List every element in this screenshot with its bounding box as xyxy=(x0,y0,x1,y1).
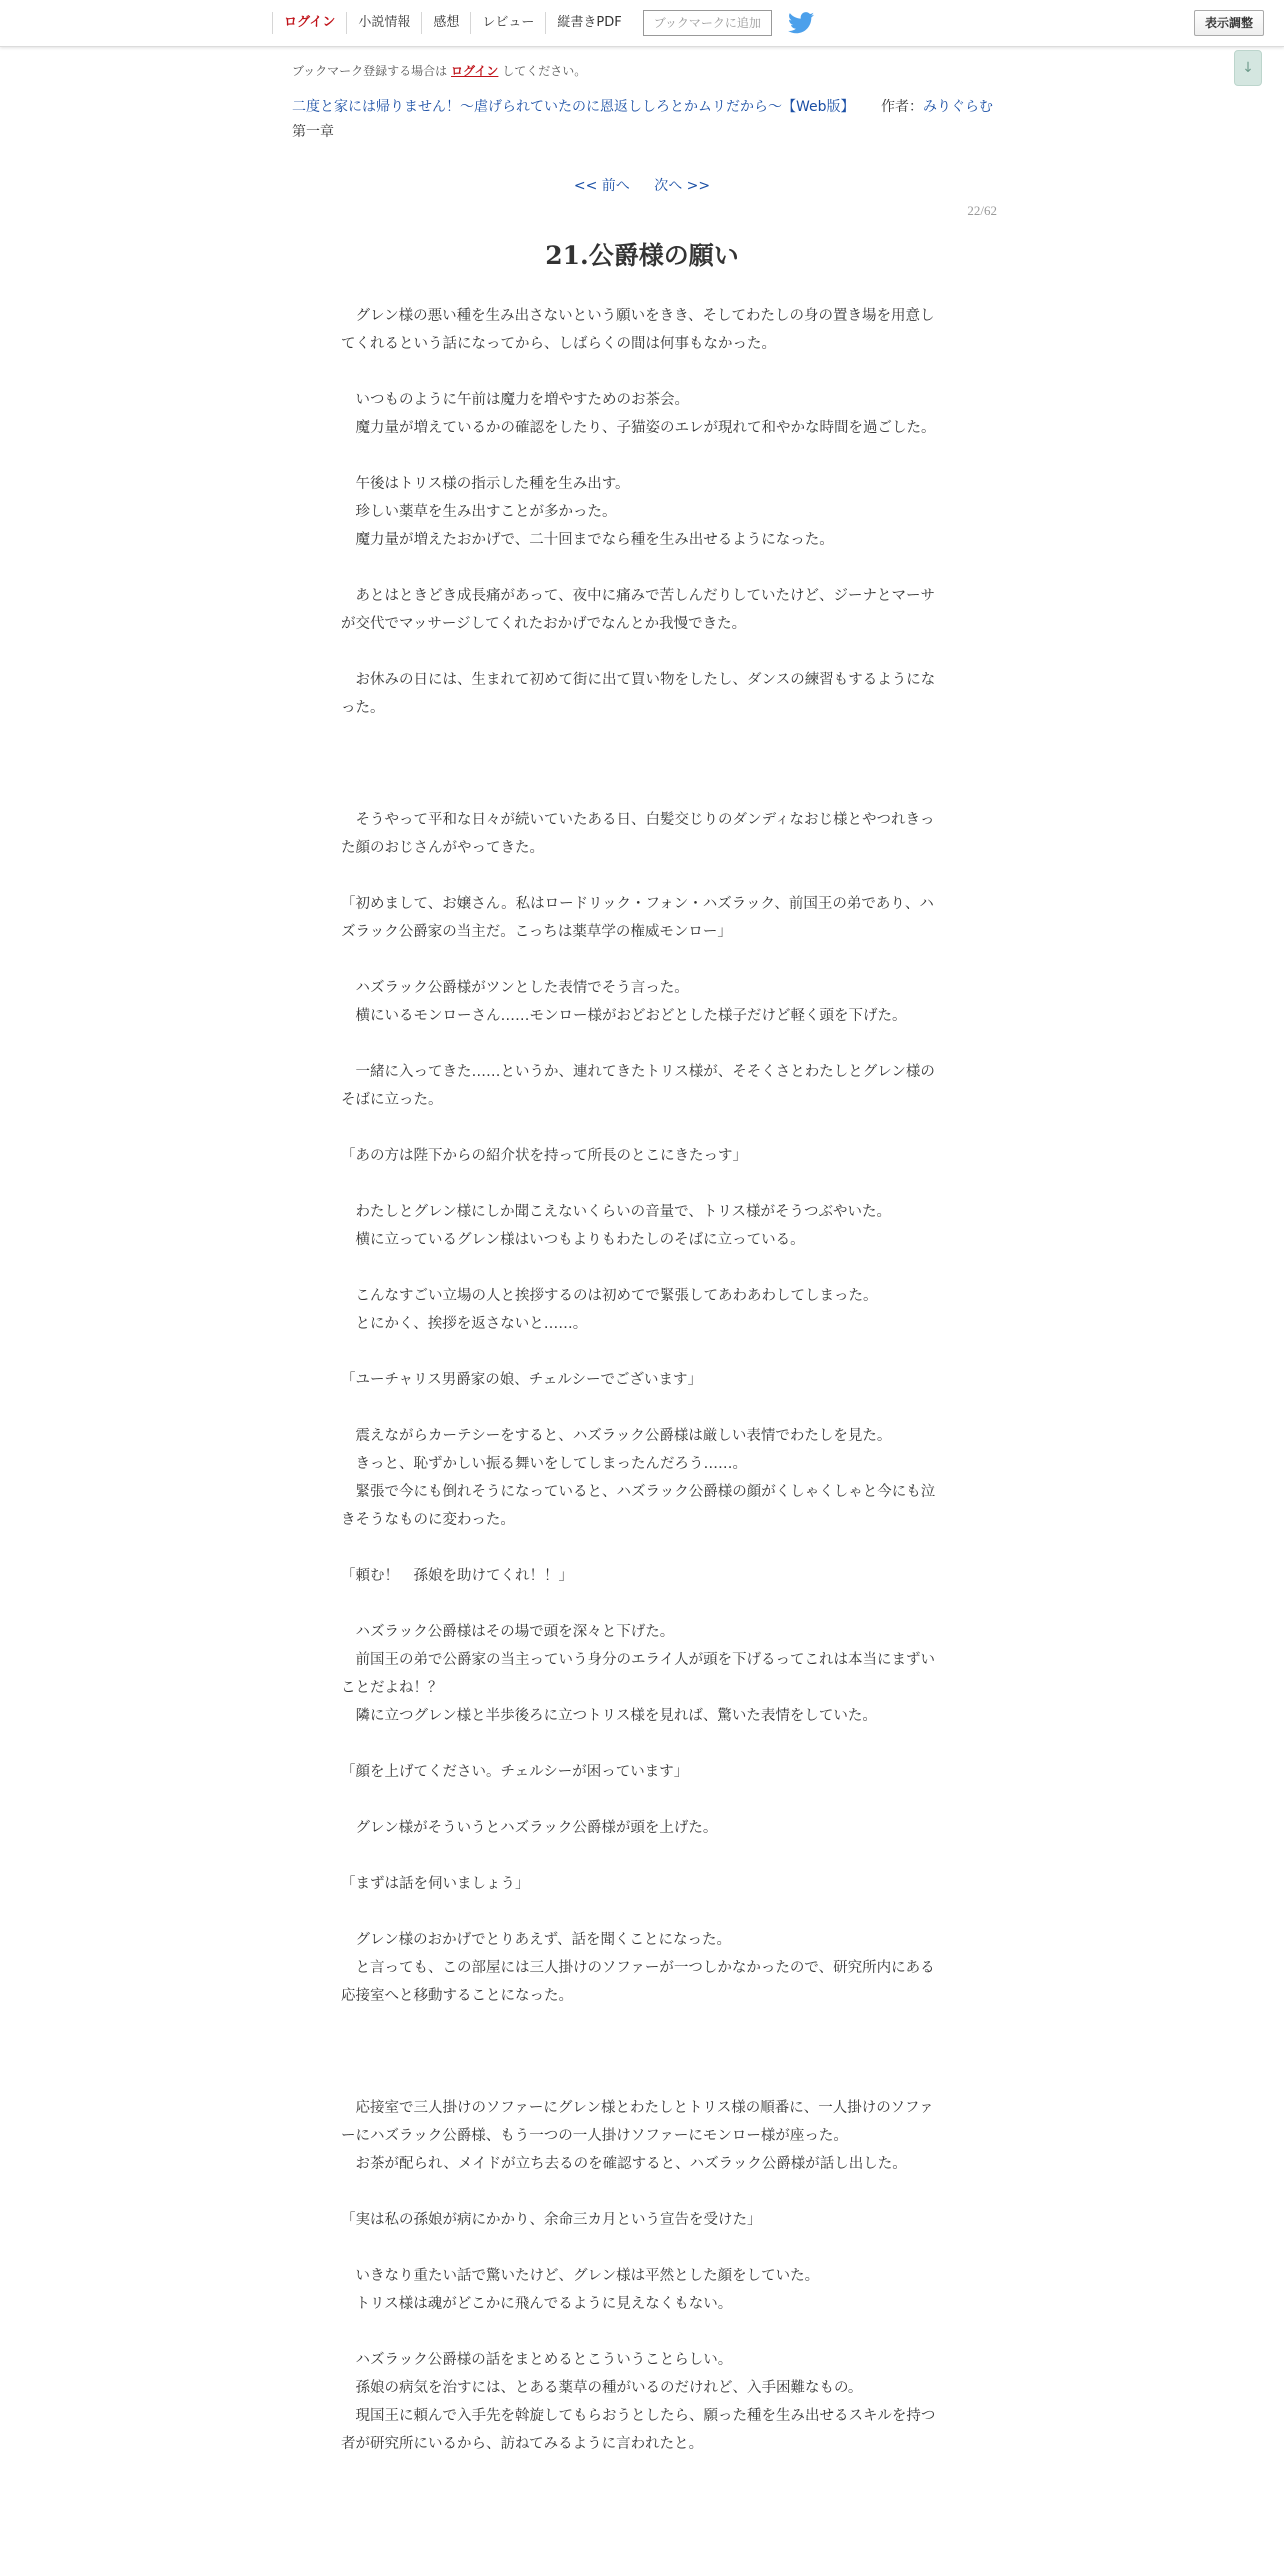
body-paragraph: ハズラック公爵様がツンとした表情でそう言った。 xyxy=(341,980,689,996)
episode-page-number: 22/62 xyxy=(967,203,997,218)
novel-title-link[interactable]: 二度と家には帰りません！～虐げられていたのに恩返ししろとかムリだから～【Web版】 xyxy=(292,99,855,115)
blank-line xyxy=(341,2234,941,2262)
blank-line xyxy=(341,1170,941,1198)
blank-line xyxy=(341,722,941,750)
body-paragraph: 現国王に頼んで入手先を斡旋してもらおうとしたら、願った種を生み出せるスキルを持つ者が研究所にいるから、訪ねてみるように言われたと。 xyxy=(341,2408,936,2452)
notice-prefix: ブックマーク登録する場合は xyxy=(292,64,448,78)
blank-line xyxy=(341,1842,941,1870)
blank-line xyxy=(341,2010,941,2038)
body-paragraph: トリス様は魂がどこかに飛んでるように見えなくもない。 xyxy=(341,2296,733,2312)
blank-line xyxy=(341,1534,941,1562)
notice-suffix: してください。 xyxy=(502,64,587,78)
body-paragraph: こんなすごい立場の人と挨拶するのは初めてで緊張してあわあわしてしまった。 xyxy=(341,1288,878,1304)
prev-episode-link[interactable]: << 前へ xyxy=(573,178,630,194)
top-navigation-bar xyxy=(0,0,1284,47)
blank-line xyxy=(341,946,941,974)
author-label: 作者： xyxy=(880,99,923,115)
blank-line xyxy=(341,1254,941,1282)
body-paragraph: グレン様の悪い種を生み出さないという願いをきき、そしてわたしの身の置き場を用意してくれるという話になってから、しばらくの間は何事もなかった。 xyxy=(341,308,935,352)
bookmark-login-notice xyxy=(292,62,586,79)
scroll-down-button[interactable]: ↓ xyxy=(1234,50,1262,86)
blank-line xyxy=(341,554,941,582)
blank-line xyxy=(341,862,941,890)
blank-line xyxy=(341,358,941,386)
body-paragraph: と言っても、この部屋には三人掛けのソファーが一つしかなかったので、研究所内にある応接室へと移動することになった。 xyxy=(341,1960,935,2004)
body-paragraph: 孫娘の病気を治すには、とある薬草の種がいるのだけれど、入手困難なもの。 xyxy=(341,2380,863,2396)
body-paragraph: 震えながらカーテシーをすると、ハズラック公爵様は厳しい表情でわたしを見た。 xyxy=(341,1428,892,1444)
body-paragraph: グレン様のおかげでとりあえず、話を聞くことになった。 xyxy=(341,1932,731,1948)
blank-line xyxy=(341,1030,941,1058)
body-paragraph: 「まずは話を伺いましょう」 xyxy=(341,1876,530,1892)
blank-line xyxy=(341,2066,941,2094)
next-episode-link[interactable]: 次へ >> xyxy=(654,178,711,194)
add-bookmark-button[interactable]: ブックマークに追加 xyxy=(643,10,772,36)
body-paragraph: とにかく、挨拶を返さないと……。 xyxy=(341,1316,588,1332)
body-paragraph: 前国王の弟で公爵家の当主っていう身分のエライ人が頭を下げるってこれは本当にまずいことだよね！？ xyxy=(341,1652,936,1696)
episode-pager xyxy=(0,175,1284,195)
body-paragraph: お茶が配られ、メイドが立ち去るのを確認すると、ハズラック公爵様が話し出した。 xyxy=(341,2156,907,2172)
body-paragraph: 横に立っているグレン様はいつもよりもわたしのそばに立っている。 xyxy=(341,1232,805,1248)
nav-login[interactable]: ログイン xyxy=(272,12,346,34)
body-paragraph: 午後はトリス様の指示した種を生み出す。 xyxy=(341,476,630,492)
blank-line xyxy=(341,2038,941,2066)
body-paragraph: 隣に立つグレン様と半歩後ろに立つトリス様を見れば、驚いた表情をしていた。 xyxy=(341,1708,877,1724)
nav-impressions[interactable]: 感想 xyxy=(421,12,470,34)
novel-info-line xyxy=(292,96,993,116)
blank-line xyxy=(341,1338,941,1366)
body-paragraph: 「頼む！ 孫娘を助けてくれ！！」 xyxy=(341,1568,573,1584)
blank-line xyxy=(341,638,941,666)
main-nav xyxy=(272,0,814,46)
blank-line xyxy=(341,2318,941,2346)
blank-line xyxy=(341,2178,941,2206)
blank-line xyxy=(341,1730,941,1758)
body-paragraph: 魔力量が増えたおかげで、二十回までなら種を生み出せるようになった。 xyxy=(341,532,834,548)
blank-line xyxy=(341,442,941,470)
body-paragraph: 一緒に入ってきた……というか、連れてきたトリス様が、そそくさとわたしとグレン様のそばに立った。 xyxy=(341,1064,935,1108)
blank-line xyxy=(341,778,941,806)
author-link[interactable]: みりぐらむ xyxy=(922,99,993,115)
blank-line xyxy=(341,750,941,778)
body-paragraph: 珍しい薬草を生み出すことが多かった。 xyxy=(341,504,617,520)
blank-line xyxy=(341,1898,941,1926)
body-paragraph: 「実は私の孫娘が病にかかり、余命三カ月という宣告を受けた」 xyxy=(341,2212,762,2228)
nav-vertical-pdf[interactable]: 縦書きPDF xyxy=(545,12,632,34)
body-paragraph: あとはときどき成長痛があって、夜中に痛みで苦しんだりしていたけど、ジーナとマーサが交代でマッサージしてくれたおかげでなんとか我慢できた。 xyxy=(341,588,936,632)
body-paragraph: わたしとグレン様にしか聞こえないくらいの音量で、トリス様がそうつぶやいた。 xyxy=(341,1204,892,1220)
body-paragraph: お休みの日には、生まれて初めて街に出て買い物をしたし、ダンスの練習もするようになった。 xyxy=(341,672,936,716)
body-paragraph: いつものように午前は魔力を増やすためのお茶会。 xyxy=(341,392,689,408)
twitter-bird-icon[interactable] xyxy=(788,12,814,34)
chapter-title: 第一章 xyxy=(292,124,334,140)
nav-novel-info[interactable]: 小説情報 xyxy=(346,12,421,34)
body-paragraph: 緊張で今にも倒れそうになっていると、ハズラック公爵様の顔がくしゃくしゃと今にも泣きそうなものに変わった。 xyxy=(341,1484,936,1528)
body-paragraph: 横にいるモンローさん……モンロー様がおどおどとした様子だけど軽く頭を下げた。 xyxy=(341,1008,907,1024)
display-settings-button[interactable]: 表示調整 xyxy=(1194,10,1264,36)
body-paragraph: ハズラック公爵様の話をまとめるとこういうことらしい。 xyxy=(341,2352,733,2368)
body-paragraph: いきなり重たい話で驚いたけど、グレン様は平然とした顔をしていた。 xyxy=(341,2268,820,2284)
body-paragraph: グレン様がそういうとハズラック公爵様が頭を上げた。 xyxy=(341,1820,718,1836)
body-paragraph: ハズラック公爵様はその場で頭を深々と下げた。 xyxy=(341,1624,675,1640)
body-paragraph: きっと、恥ずかしい振る舞いをしてしまったんだろう……。 xyxy=(341,1456,747,1472)
body-paragraph: 「顔を上げてください。チェルシーが困っています」 xyxy=(341,1764,689,1780)
body-paragraph: 「あの方は陛下からの紹介状を持って所長のとこにきたっす」 xyxy=(341,1148,747,1164)
body-paragraph: 応接室で三人掛けのソファーにグレン様とわたしとトリス様の順番に、一人掛けのソファーにハズラック公爵様、もう一つの一人掛けソファーにモンロー様が座った。 xyxy=(341,2100,934,2144)
blank-line xyxy=(341,1394,941,1422)
blank-line xyxy=(341,1114,941,1142)
body-paragraph: 「ユーチャリス男爵家の娘、チェルシーでございます」 xyxy=(341,1372,702,1388)
body-paragraph: 魔力量が増えているかの確認をしたり、子猫姿のエレが現れて和やかな時間を過ごした。 xyxy=(341,420,936,436)
nav-review[interactable]: レビュー xyxy=(470,12,545,34)
blank-line xyxy=(341,1590,941,1618)
notice-login-link[interactable]: ログイン xyxy=(451,64,499,78)
episode-title: 21.公爵様の願い xyxy=(545,241,739,270)
body-paragraph: そうやって平和な日々が続いていたある日、白髪交じりのダンディなおじ様とやつれきった顔のおじさんがやってきた。 xyxy=(341,812,935,856)
blank-line xyxy=(341,1786,941,1814)
novel-body-text xyxy=(341,302,941,2458)
body-paragraph: 「初めまして、お嬢さん。私はロードリック・フォン・ハズラック、前国王の弟であり、ハズラック公爵家の当主だ。こっちは薬草学の権威モンロー」 xyxy=(341,896,934,940)
